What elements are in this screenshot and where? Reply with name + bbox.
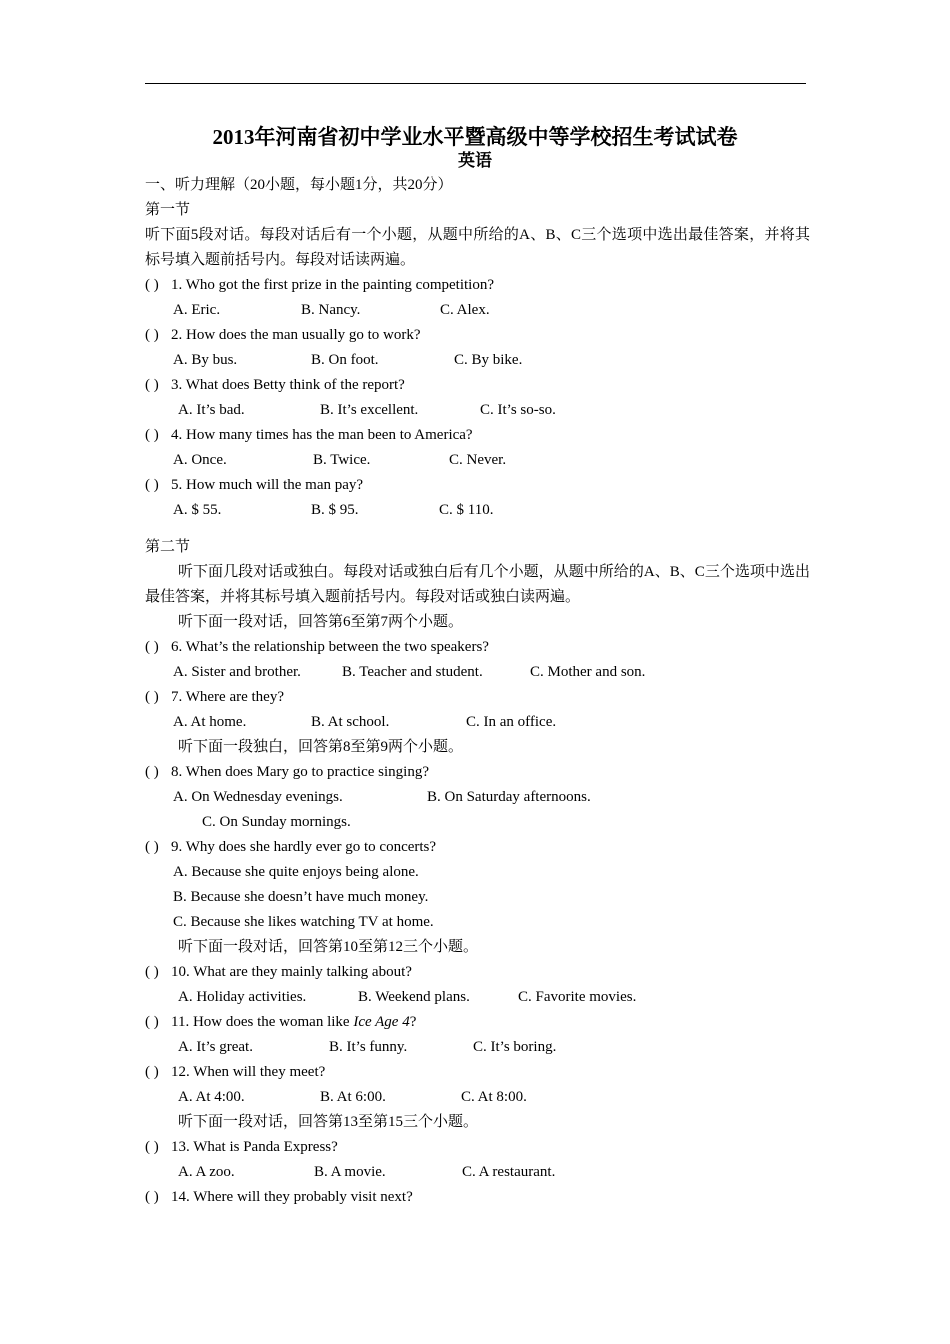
answer-bracket[interactable]: ( ) bbox=[145, 377, 159, 393]
question-1-options bbox=[145, 298, 810, 323]
question-6-options bbox=[145, 660, 810, 685]
option-c: C. It’s so-so. bbox=[480, 402, 556, 418]
option-c: C. Favorite movies. bbox=[518, 989, 637, 1005]
question-3 bbox=[145, 373, 810, 398]
section2-instruction: 听下面几段对话或独白。每段对话或独白后有几个小题，从题中所给的A、B、C三个选项中选出最佳答案，并将其标号填入题前括号内。每段对话或独白读两遍。 bbox=[145, 564, 810, 605]
question-7-options bbox=[145, 710, 810, 735]
option-a: A. It’s bad. bbox=[178, 402, 245, 418]
option-b: B. On Saturday afternoons. bbox=[427, 789, 591, 805]
question-text: 13. What is Panda Express? bbox=[171, 1139, 338, 1155]
part-heading: 一、听力理解（20小题，每小题1分，共20分） bbox=[145, 177, 453, 193]
question-14 bbox=[145, 1185, 810, 1210]
question-10 bbox=[145, 960, 810, 985]
question-2 bbox=[145, 323, 810, 348]
exam-title: 2013年河南省初中学业水平暨高级中等学校招生考试试卷 bbox=[212, 125, 738, 149]
question-7 bbox=[145, 685, 810, 710]
option-c: C. $ 110. bbox=[439, 502, 494, 518]
section1-label: 第一节 bbox=[145, 202, 191, 218]
option-a: A. Because she quite enjoys being alone. bbox=[173, 864, 419, 880]
question-text: 6. What’s the relationship between the two speakers? bbox=[171, 639, 489, 655]
question-mark: ? bbox=[409, 1014, 417, 1030]
answer-bracket[interactable]: ( ) bbox=[145, 1014, 159, 1030]
option-c: C. By bike. bbox=[454, 352, 523, 368]
option-c: C. On Sunday mornings. bbox=[202, 814, 351, 830]
question-12 bbox=[145, 1060, 810, 1085]
question-13-options bbox=[145, 1160, 810, 1185]
option-a: A. At home. bbox=[173, 714, 247, 730]
option-c: C. Never. bbox=[449, 452, 507, 468]
option-a: A. At 4:00. bbox=[178, 1089, 245, 1105]
question-text: 5. How much will the man pay? bbox=[171, 477, 364, 493]
movie-title: Ice Age 4 bbox=[353, 1014, 410, 1030]
question-3-options bbox=[145, 398, 810, 423]
answer-bracket[interactable]: ( ) bbox=[145, 639, 159, 655]
option-a: A. On Wednesday evenings. bbox=[173, 789, 343, 805]
answer-bracket[interactable]: ( ) bbox=[145, 427, 159, 443]
option-b: B. At school. bbox=[311, 714, 390, 730]
question-text: 4. How many times has the man been to America? bbox=[171, 427, 473, 443]
question-5-options bbox=[145, 498, 810, 523]
option-b: B. It’s funny. bbox=[329, 1039, 408, 1055]
answer-bracket[interactable]: ( ) bbox=[145, 689, 159, 705]
option-b: B. $ 95. bbox=[311, 502, 359, 518]
question-11 bbox=[145, 1010, 810, 1035]
option-c: C. Mother and son. bbox=[530, 664, 646, 680]
answer-bracket[interactable]: ( ) bbox=[145, 764, 159, 780]
question-8-options-c bbox=[145, 810, 810, 835]
question-1 bbox=[145, 273, 810, 298]
question-13 bbox=[145, 1135, 810, 1160]
question-text: 7. Where are they? bbox=[171, 689, 284, 705]
question-text: 9. Why does she hardly ever go to concerts? bbox=[171, 839, 437, 855]
sub-instruction-4: 听下面一段对话，回答第13至第15三个小题。 bbox=[178, 1114, 479, 1130]
option-a: A. Holiday activities. bbox=[178, 989, 307, 1005]
option-b: B. Teacher and student. bbox=[342, 664, 483, 680]
answer-bracket[interactable]: ( ) bbox=[145, 327, 159, 343]
question-11-options bbox=[145, 1035, 810, 1060]
answer-bracket[interactable]: ( ) bbox=[145, 1064, 159, 1080]
option-a: A. A zoo. bbox=[178, 1164, 235, 1180]
question-4 bbox=[145, 423, 810, 448]
answer-bracket[interactable]: ( ) bbox=[145, 964, 159, 980]
question-12-options bbox=[145, 1085, 810, 1110]
answer-bracket[interactable]: ( ) bbox=[145, 477, 159, 493]
answer-bracket[interactable]: ( ) bbox=[145, 1139, 159, 1155]
question-text: 3. What does Betty think of the report? bbox=[171, 377, 405, 393]
option-c: C. At 8:00. bbox=[461, 1089, 527, 1105]
option-c: C. In an office. bbox=[466, 714, 557, 730]
question-8-options-ab bbox=[145, 785, 810, 810]
option-c: C. Alex. bbox=[440, 302, 490, 318]
question-9-option-a bbox=[145, 860, 810, 885]
option-b: B. Nancy. bbox=[301, 302, 361, 318]
option-b: B. It’s excellent. bbox=[320, 402, 419, 418]
question-text: 1. Who got the first prize in the painting competition? bbox=[171, 277, 494, 293]
option-b: B. Weekend plans. bbox=[358, 989, 470, 1005]
question-9-option-b bbox=[145, 885, 810, 910]
sub-instruction-3: 听下面一段对话，回答第10至第12三个小题。 bbox=[178, 939, 479, 955]
sub-instruction-1: 听下面一段对话，回答第6至第7两个小题。 bbox=[178, 614, 464, 630]
question-10-options bbox=[145, 985, 810, 1010]
option-b: B. Because she doesn’t have much money. bbox=[173, 889, 429, 905]
exam-subject: 英语 bbox=[458, 151, 492, 170]
answer-bracket[interactable]: ( ) bbox=[145, 839, 159, 855]
question-5 bbox=[145, 473, 810, 498]
option-c: C. It’s boring. bbox=[473, 1039, 557, 1055]
option-b: B. A movie. bbox=[314, 1164, 386, 1180]
option-c: C. A restaurant. bbox=[462, 1164, 556, 1180]
question-text: 12. When will they meet? bbox=[171, 1064, 326, 1080]
option-b: B. On foot. bbox=[311, 352, 379, 368]
option-a: A. Once. bbox=[173, 452, 227, 468]
answer-bracket[interactable]: ( ) bbox=[145, 277, 159, 293]
option-a: A. By bus. bbox=[173, 352, 238, 368]
question-text: 8. When does Mary go to practice singing? bbox=[171, 764, 429, 780]
question-2-options bbox=[145, 348, 810, 373]
option-b: B. Twice. bbox=[313, 452, 371, 468]
header-rule bbox=[145, 83, 806, 84]
option-a: A. $ 55. bbox=[173, 502, 222, 518]
question-6 bbox=[145, 635, 810, 660]
question-text: 14. Where will they probably visit next? bbox=[171, 1189, 413, 1205]
option-a: A. Sister and brother. bbox=[173, 664, 301, 680]
answer-bracket[interactable]: ( ) bbox=[145, 1189, 159, 1205]
option-a: A. It’s great. bbox=[178, 1039, 253, 1055]
option-c: C. Because she likes watching TV at home. bbox=[173, 914, 434, 930]
exam-content bbox=[145, 173, 810, 1210]
question-4-options bbox=[145, 448, 810, 473]
question-8 bbox=[145, 760, 810, 785]
question-9 bbox=[145, 835, 810, 860]
option-b: B. At 6:00. bbox=[320, 1089, 386, 1105]
sub-instruction-2: 听下面一段独白，回答第8至第9两个小题。 bbox=[178, 739, 464, 755]
question-text: 11. How does the woman like bbox=[171, 1014, 354, 1030]
section1-instruction: 听下面5段对话。每段对话后有一个小题，从题中所给的A、B、C三个选项中选出最佳答案，并将其标号填入题前括号内。每段对话读两遍。 bbox=[145, 227, 810, 268]
question-9-option-c bbox=[145, 910, 810, 935]
option-a: A. Eric. bbox=[173, 302, 221, 318]
section2-label: 第二节 bbox=[145, 539, 191, 555]
question-text: 10. What are they mainly talking about? bbox=[171, 964, 412, 980]
question-text: 2. How does the man usually go to work? bbox=[171, 327, 421, 343]
